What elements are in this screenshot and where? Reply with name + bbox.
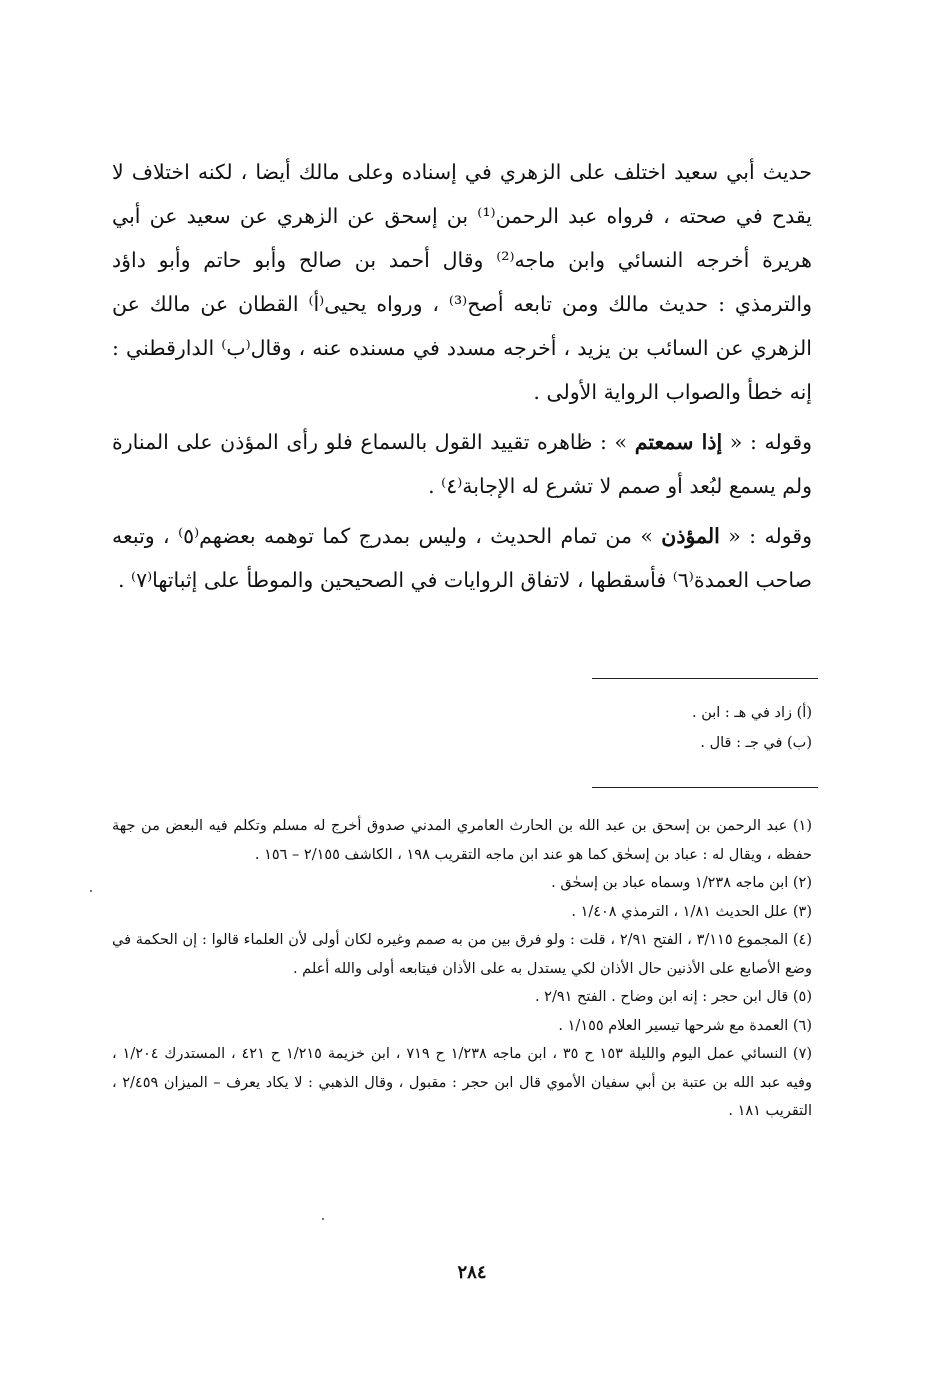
variant-notes bbox=[112, 698, 812, 758]
variant-note-2: (ب) في جـ : قال . bbox=[700, 735, 812, 751]
footnotes bbox=[112, 812, 812, 1126]
paragraph-2-prefix: وقوله : « bbox=[722, 430, 812, 454]
main-text bbox=[112, 150, 812, 608]
separator-rule-1 bbox=[592, 678, 818, 679]
separator-rule-2 bbox=[592, 787, 818, 788]
variant-note-1: (أ) زاد في هـ : ابن . bbox=[692, 705, 812, 721]
footnote-1: (١) عبد الرحمن بن إسحق بن عبد الله بن الحارث العامري المدني صدوق أخرج له مسلم وتكلم فيه البعض من جهة حفظه ، ويقال له : عباد بن إسحٰق كما هو عند ابن ماجه التقريب ١٩٨ ، الكاشف ٢/١٥٥ – ١٥٦ . bbox=[112, 818, 812, 863]
paragraph-2-term: إذا سمعتم bbox=[634, 430, 723, 454]
paragraph-1: حديث أبي سعيد اختلف على الزهري في إسناده وعلى مالك أيضا ، لكنه اختلاف لا يقدح في صحته ، فرواه عبد الرحمن⁽¹⁾ بن إسحق عن الزهري عن سعيد عن أبي هريرة أخرجه النسائي وابن ماجه⁽²⁾ وقال أحمد بن صالح وأبو حاتم وأبو داؤد والترمذي : حديث مالك ومن تابعه أصح⁽³⁾ ، ورواه يحيى⁽أ⁾ القطان عن مالك عن الزهري عن السائب بن يزيد ، أخرجه مسدد في مسنده عنه ، وقال⁽ب⁾ الدارقطني : إنه خطأ والصواب الرواية الأولى . bbox=[112, 160, 813, 404]
footnote-4: (٤) المجموع ٣/١١٥ ، الفتح ٢/٩١ ، قلت : ولو فرق بين من به صمم وغيره لكان أولى لأن العلماء قالوا : إن الحكمة في وضع الأصابع على الأذنين حال الأذان لكي يستدل به على الأذان فيتابعه أولى والله أعلم . bbox=[112, 932, 812, 977]
paragraph-3 bbox=[112, 514, 812, 602]
paragraph-3-term: المؤذن bbox=[661, 524, 720, 548]
footnote-6: (٦) العمدة مع شرحها تيسير العلام ١/١٥٥ . bbox=[558, 1017, 812, 1034]
paragraph-2-rest: » : ظاهره تقييد القول بالسماع فلو رأى المؤذن على المنارة ولم يسمع لبُعد أو صمم لا تشرع له الإجابة⁽٤⁾ . bbox=[112, 430, 812, 498]
paragraph-2 bbox=[112, 420, 812, 508]
paragraph-3-prefix: وقوله : « bbox=[719, 524, 812, 548]
scan-speck bbox=[322, 1218, 324, 1220]
scan-speck bbox=[90, 890, 92, 892]
footnote-7: (٧) النسائي عمل اليوم والليلة ١٥٣ ح ٣٥ ، ابن ماجه ١/٢٣٨ ح ٧١٩ ، ابن خزيمة ١/٢١٥ ح ٤٢١ ، المستدرك ١/٢٠٤ ، وفيه عبد الله بن عتبة بن أبي سفيان الأموي قال ابن حجر : مقبول ، وقال الذهبي : لا يكاد يعرف – الميزان ٢/٤٥٩ ، التقريب ١٨١ . bbox=[112, 1046, 813, 1119]
footnote-2: (٢) ابن ماجه ١/٢٣٨ وسماه عباد بن إسحٰق . bbox=[551, 875, 812, 891]
paragraph-3-rest: » من تمام الحديث ، وليس بمدرج كما توهمه بعضهم⁽٥⁾ ، وتبعه صاحب العمدة⁽٦⁾ فأسقطها ، لاتفاق الروايات في الصحيحين والموطأ على إثباتها⁽٧⁾ . bbox=[112, 524, 812, 592]
page-number: ٢٨٤ bbox=[457, 1262, 487, 1283]
footnote-5: (٥) قال ابن حجر : إنه ابن وضاح . الفتح ٢/٩١ . bbox=[534, 989, 812, 1005]
footnote-3: (٣) علل الحديث ١/٨١ ، الترمذي ١/٤٠٨ . bbox=[571, 903, 812, 920]
